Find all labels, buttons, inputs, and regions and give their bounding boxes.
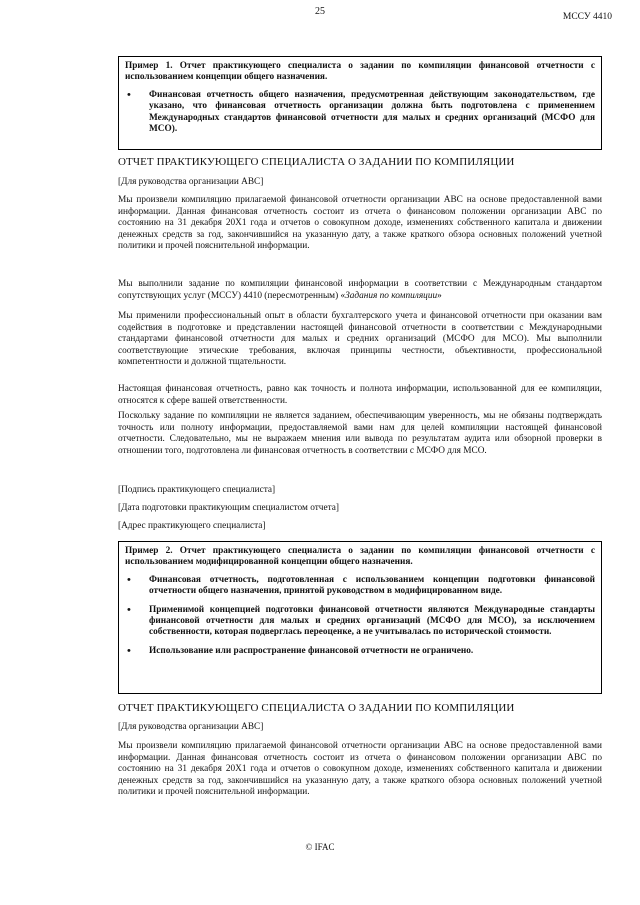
example-2-bullets xyxy=(125,575,595,657)
report-1-paragraph-4: Настоящая финансовая отчетность, равно как точность и полнота информации, использованной для ее компиляции, относятся к сфере вашей ответственности. xyxy=(118,384,602,406)
example-2-bullet-1 xyxy=(125,575,595,598)
report-1-date: [Дата подготовки практикующим специалистом отчета] xyxy=(118,503,339,513)
example-2-bullet-3-text: Использование или распространение финансовой отчетности не ограничено. xyxy=(149,645,474,656)
report-1-paragraph-2-text: Мы выполнили задание по компиляции финансовой информации в соответствии с Международным стандартом сопутствующих услуг (МССУ) 4410 (пересмотренным) « xyxy=(118,279,602,301)
example-1-bullets xyxy=(125,90,595,136)
example-1-bullet xyxy=(125,90,595,136)
bullet-icon: • xyxy=(127,573,131,586)
bullet-icon: • xyxy=(127,603,131,616)
report-1-heading: ОТЧЕТ ПРАКТИКУЮЩЕГО СПЕЦИАЛИСТА О ЗАДАНИИ ПО КОМПИЛЯЦИИ xyxy=(118,156,515,168)
report-2-addressee: [Для руководства организации АВС] xyxy=(118,722,264,732)
report-2-heading: ОТЧЕТ ПРАКТИКУЮЩЕГО СПЕЦИАЛИСТА О ЗАДАНИИ ПО КОМПИЛЯЦИИ xyxy=(118,702,515,714)
report-1-paragraph-2-end: » xyxy=(437,290,442,301)
example-2-bullet-3 xyxy=(125,646,595,657)
report-1-paragraph-1: Мы произвели компиляцию прилагаемой финансовой отчетности организации АВС на основе предоставленной вами информации. Данная финансовая отчетность состоит из отчета о финансовом положении организации АВС по состоянию на 31 декабря 20X1 года и отчетов о совокупном доходе, изменениях собственного капитала и движении денежных средств за год, закончившийся на указанную дату, а также краткого обзора основных положений учетной политики и прочей пояснительной информации. xyxy=(118,195,602,252)
example-1-title: Пример 1. Отчет практикующего специалиста о задании по компиляции финансовой отчетности с использованием концепции общего назначения. xyxy=(125,61,595,83)
bullet-icon: • xyxy=(127,644,131,657)
example-2-bullet-2-text: Применимой концепцией подготовки финансовой отчетности являются Международные стандарты финансовой отчетности для малых и средних организаций (МСФО для МСО), за исключением собственности, которая подверглась переоценке, а не учитывалась по исторической стоимости. xyxy=(149,604,595,638)
example-2-box xyxy=(118,541,602,694)
report-1-paragraph-2 xyxy=(118,279,602,302)
example-2-title: Пример 2. Отчет практикующего специалиста о задании по компиляции финансовой отчетности с использованием модифицированной концепции общего назначения. xyxy=(125,546,595,568)
standard-code: МССУ 4410 xyxy=(562,12,612,22)
report-1-paragraph-3: Мы применили профессиональный опыт в области бухгалтерского учета и финансовой отчетности при оказании вам содействия в подготовке и представлении настоящей финансовой отчетности в соответствии с Международными стандартами финансовой отчетности для малых и средних организаций (МСФО для МСО). Мы выполнили соответствующие этические требования, включая принципы честности, объективности, профессиональной компетентности и должной тщательности. xyxy=(118,311,602,368)
page-number: 25 xyxy=(315,6,325,17)
example-1-bullet-text: Финансовая отчетность общего назначения, предусмотренная действующим законодательством, где указано, что финансовая отчетность организации должна быть подготовлена с применением Международных стандартов финансовой отчетности для малых и средних организаций (МСФО для МСО). xyxy=(149,89,595,135)
footer-copyright: © IFAC xyxy=(305,842,335,852)
report-2-paragraph-1: Мы произвели компиляцию прилагаемой финансовой отчетности организации АВС на основе предоставленной вами информации. Данная финансовая отчетность состоит из отчета о финансовом положении организации АВС по состоянию на 31 декабря 20X1 года и отчетов о совокупном доходе, изменениях собственного капитала и движении денежных средств за год, закончившийся на указанную дату, а также краткого обзора основных положений учетной политики и прочей пояснительной информации. xyxy=(118,741,602,798)
example-2-bullet-1-text: Финансовая отчетность, подготовленная с использованием концепции подготовки финансовой отчетности общего назначения, принятой руководством в модифицированном виде. xyxy=(149,574,595,597)
example-2-bullet-2 xyxy=(125,605,595,639)
example-1-box xyxy=(118,56,602,150)
report-1-addressee: [Для руководства организации АВС] xyxy=(118,177,264,187)
report-1-paragraph-5: Поскольку задание по компиляции не является заданием, обеспечивающим уверенность, мы не обязаны подтверждать точность или полноту информации, предоставляемой вами нам для целей компиляции настоящей финансовой отчетности. Следовательно, мы не выражаем мнения или вывода по результатам аудита или обзорной проверки в отношении того, подготовлена ли финансовая отчетность в соответствии с МСФО для МСО. xyxy=(118,411,602,456)
report-1-signature: [Подпись практикующего специалиста] xyxy=(118,485,276,495)
bullet-icon: • xyxy=(127,88,131,101)
report-1-address: [Адрес практикующего специалиста] xyxy=(118,521,266,531)
report-1-standard-title: Задания по компиляции xyxy=(345,290,438,301)
